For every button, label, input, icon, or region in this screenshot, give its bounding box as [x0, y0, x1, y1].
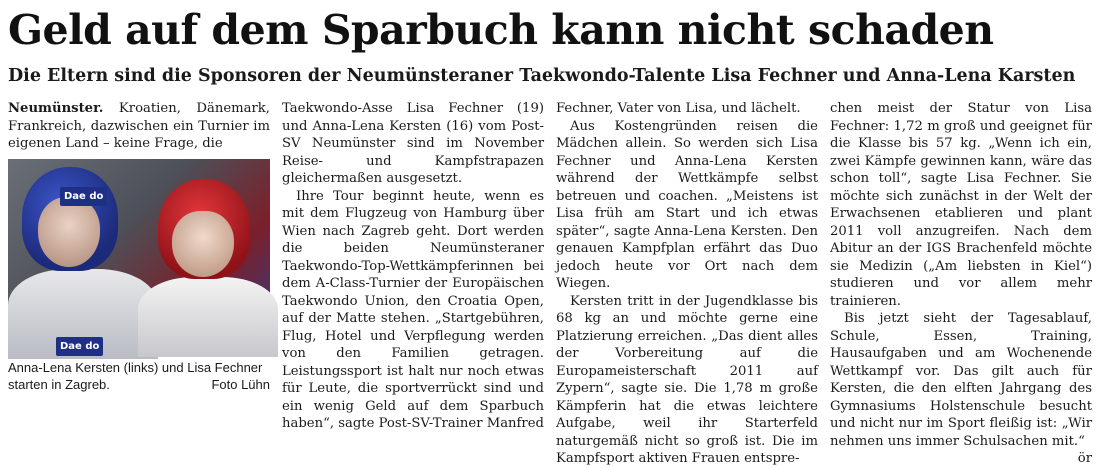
article-column-3	[556, 100, 818, 466]
photo-credit: Foto Lühn	[211, 376, 270, 392]
article-paragraph	[830, 310, 1092, 466]
article-paragraph: chen meist der Statur von Lisa Fechner: 1,72 m groß und geeignet für die Klasse bis 57 kg. „Wenn ich ein, zwei Kämpfe gewinnen kann, wäre das schon toll“, sagte Lisa Fechner. Sie möchte sich zunächst in der Welt der Erwachsenen etablieren und plant 2011 voll anzugreifen. Nach dem Abitur an der IGS Brachenfeld möchte sie Medizin („Am liebsten in Kiel“) studieren und vor allem mehr trainieren.	[830, 101, 1092, 309]
helmet-logo: Dae do	[60, 187, 107, 207]
article-paragraph: Kersten tritt in der Jugendklasse bis 68 kg an und möchte gerne eine Platzierung erreichen. „Das dient alles der Vorbereitung auf die Europameisterschaft 2011 auf Zypern“, sagte sie. Die 1,78 m große Kämpferin hat die etwas leichtere Aufgabe, weil ihr Starterfeld naturgemäß nicht so groß ist. Die im Kampfsport aktiven Frauen entspre-	[556, 293, 818, 466]
dateline: Neumünster.	[8, 101, 104, 116]
face-shape-right	[172, 211, 234, 277]
headline: Geld auf dem Sparbuch kann nicht schaden	[8, 6, 994, 54]
article-photo	[8, 159, 270, 355]
photo-caption	[8, 359, 270, 393]
paragraph-text: Bis jetzt sieht der Tagesablauf, Schule, Essen, Training, Hausaufgaben und am Wochenende Wettkampf vor. Das gilt auch für Kersten, die den elften Jahrgang des Gymnasiums Holstenschule besucht und nicht nur im Sport fleißig ist: „Wir nehmen uns immer Schulsachen mit.“	[830, 311, 1092, 449]
article-paragraph: Aus Kostengründen reisen die Mädchen allein. So werden sich Lisa Fechner und Anna-Lena Kersten während der Wettkämpfe selbst betreuen und coachen. „Meistens ist Lisa früh am Start und ich etwas später“, sagte Anna-Lena Kersten. Den genauen Kampfplan erfährt das Duo jedoch heute vor Ort nach dem Wiegen.	[556, 118, 818, 291]
paragraph-text: Kroatien, Dänemark, Frankreich, dazwischen ein Turnier im eigenen Land – keine Frage, die	[8, 101, 270, 151]
article-paragraph	[8, 100, 270, 153]
subheadline: Die Eltern sind die Sponsoren der Neumünsteraner Taekwondo-Talente Lisa Fechner und Anna-Lena Karsten	[8, 66, 1076, 86]
article-paragraph: Taekwondo-Asse Lisa Fechner (19) und Anna-Lena Kersten (16) vom Post-SV Neumünster sind im November Reise- und Kampfstrapazen gleichermaßen ausgesetzt.	[282, 101, 544, 186]
face-shape-left	[38, 197, 100, 267]
article-column-1	[8, 100, 270, 418]
article-column-2	[282, 100, 544, 431]
uniform-logo: Dae do	[56, 337, 103, 357]
author-initials: ör	[1077, 451, 1092, 466]
article-paragraph: Ihre Tour beginnt heute, wenn es mit dem Flugzeug von Hamburg über Wien nach Zagreb geht. Dort werden die beiden Neumünsteraner Taekwondo-Top-Wettkämpferinnen bei dem A-Class-Turnier der Europäischen Taekwondo Union, den Croatia Open, auf der Matte stehen. „Startgebühren, Flug, Hotel und Verpflegung werden von den Familien getragen. Leistungssport ist halt nur noch etwas für Leute, die sportverrückt sind und ein wenig Geld auf dem Sparbuch haben“, sagte Post-SV-Trainer Manfred	[282, 188, 544, 431]
caption-text: Anna-Lena Kersten (links) und Lisa Fechner starten in Zagreb.	[8, 359, 263, 392]
photo-figure-right	[138, 277, 278, 357]
article-paragraph: Fechner, Vater von Lisa, und lächelt.	[556, 101, 801, 116]
article-column-4	[830, 100, 1092, 466]
article-columns	[8, 100, 1092, 466]
